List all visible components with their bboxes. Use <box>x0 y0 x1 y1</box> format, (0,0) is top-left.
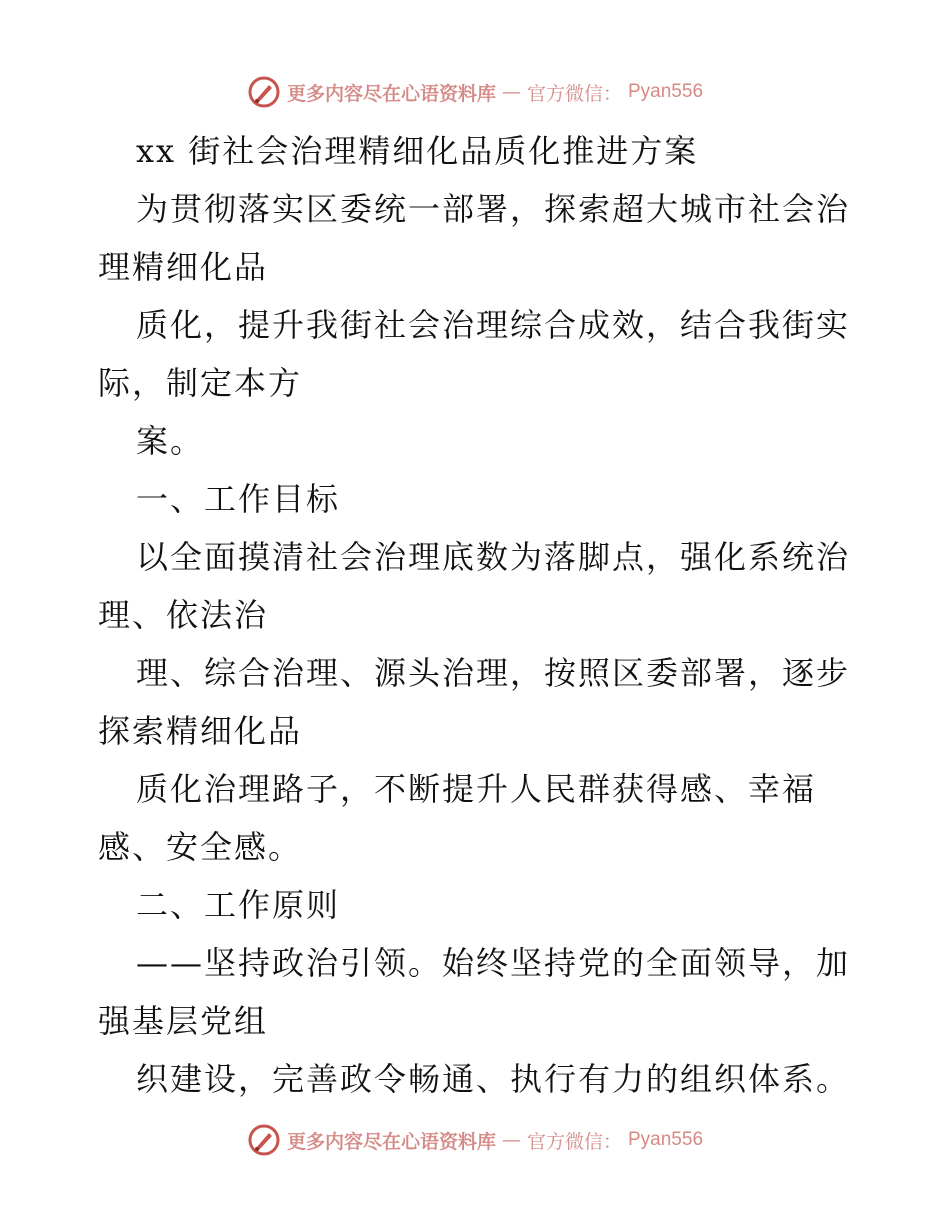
footer-watermark <box>0 1118 950 1162</box>
watermark-wechat: Pyan556 <box>628 81 704 102</box>
paragraph-line: 理精细化品 <box>98 248 269 286</box>
watermark-separator: — <box>501 81 521 103</box>
watermark-brand: 更多内容尽在心语资料库 <box>286 1130 496 1153</box>
watermark-wechat: Pyan556 <box>628 1129 704 1150</box>
document-body <box>98 122 858 1108</box>
pen-logo-icon <box>247 1123 281 1157</box>
watermark-official: 官方微信： <box>526 82 622 105</box>
paragraph-line: 质化，提升我街社会治理综合成效，结合我街实 <box>136 306 851 344</box>
paragraph-line: 织建设，完善政令畅通、执行有力的组织体系。 <box>136 1060 851 1098</box>
paragraph-line: 强基层党组 <box>98 1002 269 1040</box>
watermark-brand: 更多内容尽在心语资料库 <box>286 82 496 105</box>
paragraph-line: 理、综合治理、源头治理，按照区委部署，逐步 <box>136 654 851 692</box>
section-heading: 一、工作目标 <box>136 480 341 518</box>
paragraph-line: 案。 <box>136 422 205 460</box>
paragraph-line: 为贯彻落实区委统一部署，探索超大城市社会治 <box>136 190 851 228</box>
paragraph-line: 理、依法治 <box>98 596 269 634</box>
paragraph-line: 以全面摸清社会治理底数为落脚点，强化系统治 <box>136 538 851 576</box>
paragraph-line: 际，制定本方 <box>98 364 303 402</box>
pen-logo-icon <box>247 75 281 109</box>
header-watermark <box>0 70 950 114</box>
section-heading: 二、工作原则 <box>136 886 341 924</box>
paragraph-line: ——坚持政治引领。始终坚持党的全面领导，加 <box>136 944 851 982</box>
paragraph-line: 探索精细化品 <box>98 712 303 750</box>
watermark-separator: — <box>501 1129 521 1151</box>
paragraph-line: 质化治理路子，不断提升人民群获得感、幸福 <box>136 770 817 808</box>
paragraph-line: 感、安全感。 <box>98 828 303 866</box>
document-title: xx 街社会治理精细化品质化推进方案 <box>136 132 699 170</box>
watermark-official: 官方微信： <box>526 1130 622 1153</box>
